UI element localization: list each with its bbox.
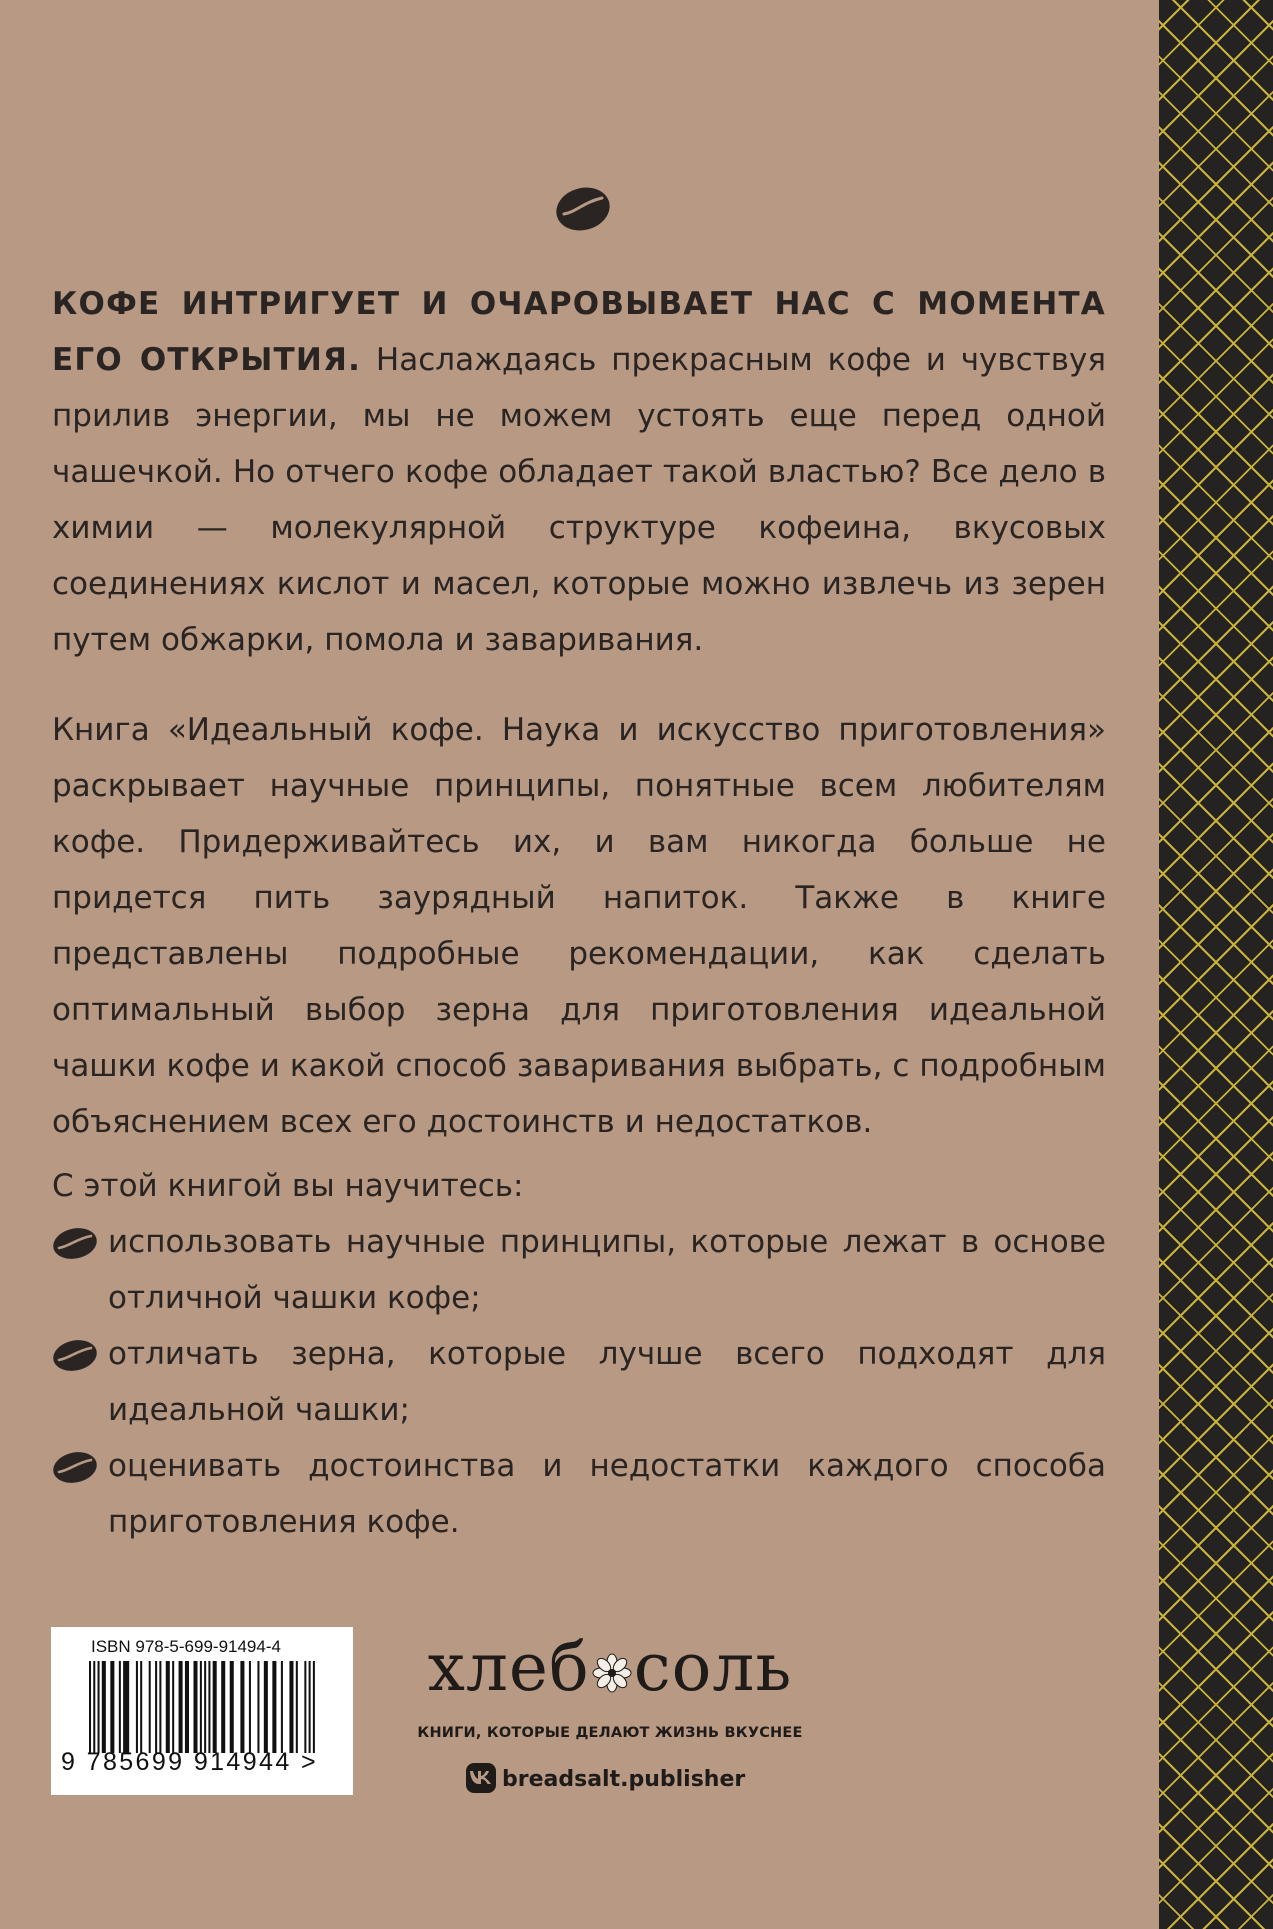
barcode-bars bbox=[89, 1661, 315, 1753]
barcode-bar bbox=[221, 1661, 225, 1753]
barcode-bar bbox=[264, 1661, 268, 1753]
barcode-bar bbox=[179, 1661, 183, 1753]
barcode-bar bbox=[110, 1661, 114, 1753]
barcode-bar bbox=[213, 1661, 217, 1753]
barcode-bar bbox=[149, 1661, 151, 1753]
description-paragraph-1 bbox=[52, 276, 1106, 668]
benefits-title: С этой книгой вы научитесь: bbox=[52, 1168, 524, 1204]
list-item bbox=[52, 1326, 1106, 1438]
barcode-bar bbox=[296, 1661, 298, 1753]
barcode-bar bbox=[272, 1661, 276, 1753]
barcode-digits: 9 785699 914944 > bbox=[61, 1748, 318, 1776]
barcode-bar bbox=[313, 1661, 315, 1753]
barcode-bar bbox=[159, 1661, 161, 1753]
barcode-bar bbox=[204, 1661, 206, 1753]
barcode-bar bbox=[289, 1661, 293, 1753]
flower-icon bbox=[592, 1653, 632, 1693]
barcode-bar bbox=[240, 1661, 244, 1753]
barcode-bar bbox=[185, 1661, 189, 1753]
barcode-bar bbox=[249, 1661, 251, 1753]
barcode-bar bbox=[200, 1661, 202, 1753]
logo-left-word: хлеб bbox=[427, 1629, 590, 1706]
vk-icon bbox=[466, 1763, 496, 1793]
barcode-bar bbox=[155, 1661, 157, 1753]
barcode-bar bbox=[136, 1661, 138, 1753]
barcode-bar bbox=[309, 1661, 311, 1753]
description-paragraph-2: Книга «Идеальный кофе. Наука и искусство приготовления» раскрывает научные принципы, понятные всем любителям кофе. Придерживайтесь их, и вам никогда больше не придется пить заурядный напиток. Также в книге представлены подробные рекомендации, как сделать оптимальный выбор зерна для приготовления идеальной чашки кофе и какой способ заваривания выбрать, с подробным объяснением всех его достоинств и недостатков. bbox=[52, 712, 1106, 1140]
barcode-bar bbox=[193, 1661, 197, 1753]
barcode-bar bbox=[89, 1661, 91, 1753]
barcode-bar bbox=[140, 1661, 142, 1753]
coffee-bean-bullet-icon bbox=[52, 1339, 98, 1372]
list-item-text: использовать научные принципы, которые лежат в основе отличной чашки кофе; bbox=[108, 1224, 1106, 1316]
barcode-bar bbox=[281, 1661, 283, 1753]
paragraph-1-text: Наслаждаясь прекрасным кофе и чувствуя прилив энергии, мы не можем устоять еще перед одной чашечкой. Но отчего кофе обладает такой властью? Все дело в химии — молекулярной структуре кофеина, вкусовых соединениях кислот и масел, которые можно извлечь из зерен путем обжарки, помола и заваривания. bbox=[52, 342, 1107, 658]
barcode-bar bbox=[304, 1661, 306, 1753]
benefits-list bbox=[52, 1214, 1106, 1550]
list-item bbox=[52, 1438, 1106, 1550]
barcode-bar bbox=[93, 1661, 95, 1753]
social-link[interactable] bbox=[466, 1764, 745, 1796]
barcode-bar bbox=[172, 1661, 174, 1753]
isbn-number: ISBN 978-5-699-91494-4 bbox=[91, 1637, 281, 1656]
coffee-bean-icon bbox=[554, 186, 612, 232]
barcode-bar bbox=[123, 1661, 129, 1753]
coffee-bean-bullet-icon bbox=[52, 1451, 98, 1484]
coffee-bean-bullet-icon bbox=[52, 1227, 98, 1260]
isbn-barcode bbox=[51, 1627, 353, 1795]
barcode-bar bbox=[208, 1661, 210, 1753]
publisher-logo bbox=[410, 1630, 810, 1706]
social-handle: breadsalt.publisher bbox=[502, 1767, 746, 1792]
barcode-bar bbox=[98, 1661, 100, 1753]
list-item-text: оценивать достоинства и недостатки каждого способа приготовления кофе. bbox=[108, 1448, 1106, 1540]
logo-right-word: соль bbox=[633, 1629, 793, 1706]
barcode-bar bbox=[257, 1661, 259, 1753]
barcode-bar bbox=[230, 1661, 234, 1753]
side-pattern-stripe bbox=[1159, 0, 1273, 1929]
barcode-bar bbox=[102, 1661, 106, 1753]
barcode-bar bbox=[166, 1661, 170, 1753]
barcode-bar bbox=[119, 1661, 121, 1753]
list-item bbox=[52, 1214, 1106, 1326]
lead-text: КОФЕ ИНТРИГУЕТ И ОЧАРОВЫВАЕТ НАС С МОМЕНТА ЕГО ОТКРЫТИЯ. bbox=[52, 286, 1106, 378]
list-item-text: отличать зерна, которые лучше всего подходят для идеальной чашки; bbox=[108, 1336, 1106, 1428]
publisher-tagline: КНИГИ, КОТОРЫЕ ДЕЛАЮТ ЖИЗНЬ ВКУСНЕЕ bbox=[417, 1725, 803, 1741]
